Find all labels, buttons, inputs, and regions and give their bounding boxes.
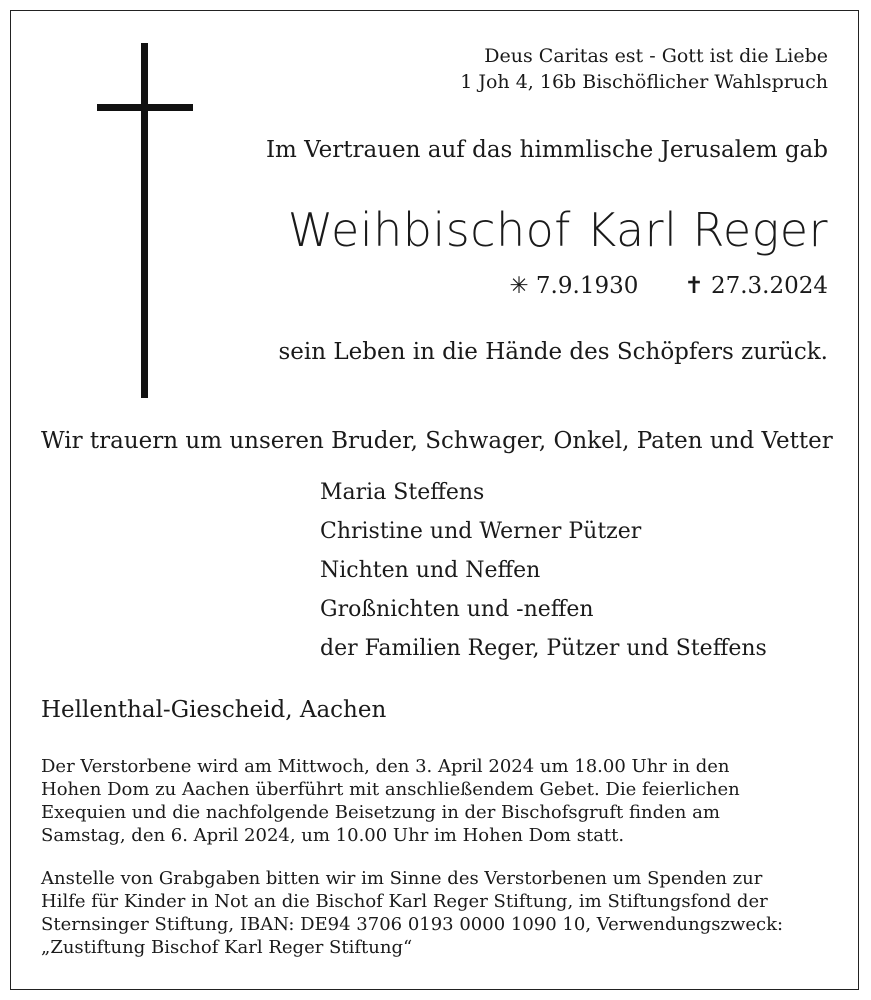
deceased-name: Weihbischof Karl Reger [287, 203, 828, 257]
cross-icon-bar [97, 104, 193, 111]
funeral-line: Hohen Dom zu Aachen überführt mit anschließendem Gebet. Die feierlichen [41, 779, 740, 800]
donation-line: Hilfe für Kinder in Not an die Bischof Karl Reger Stiftung, im Stiftungsfond der [41, 891, 768, 912]
life-dates [509, 273, 828, 299]
funeral-info [41, 755, 861, 847]
mourner: Nichten und Neffen [320, 558, 541, 583]
mourning-statement: Wir trauern um unseren Bruder, Schwager, Onkel, Paten und Vetter [41, 428, 833, 454]
donation-info [41, 867, 861, 959]
donation-line: Sternsinger Stiftung, IBAN: DE94 3706 0193 0000 1090 10, Verwendungszweck: [41, 914, 784, 935]
mourners-list [320, 473, 767, 668]
motto [460, 43, 828, 95]
donation-line: Anstelle von Grabgaben bitten wir im Sinne des Verstorbenen um Spenden zur [41, 868, 763, 889]
place: Hellenthal-Giescheid, Aachen [41, 697, 387, 723]
motto-line-2: 1 Joh 4, 16b Bischöflicher Wahlspruch [460, 71, 828, 93]
cross-icon [141, 43, 148, 398]
outro-text: sein Leben in die Hände des Schöpfers zurück. [278, 339, 828, 365]
birth-date: ✳ 7.9.1930 [509, 273, 639, 299]
mourner: der Familien Reger, Pützer und Steffens [320, 636, 767, 661]
intro-text: Im Vertrauen auf das himmlische Jerusalem gab [265, 137, 828, 163]
funeral-line: Exequien und die nachfolgende Beisetzung in der Bischofsgruft finden am [41, 802, 720, 823]
funeral-line: Der Verstorbene wird am Mittwoch, den 3. April 2024 um 18.00 Uhr in den [41, 756, 730, 777]
death-date: ✝ 27.3.2024 [684, 273, 828, 299]
mourner: Christine und Werner Pützer [320, 519, 642, 544]
mourner: Großnichten und -neffen [320, 597, 594, 622]
funeral-line: Samstag, den 6. April 2024, um 10.00 Uhr im Hohen Dom statt. [41, 825, 625, 846]
notice-frame [10, 10, 859, 990]
motto-line-1: Deus Caritas est - Gott ist die Liebe [484, 45, 828, 67]
mourner: Maria Steffens [320, 480, 485, 505]
donation-line: „Zustiftung Bischof Karl Reger Stiftung“ [41, 937, 413, 958]
